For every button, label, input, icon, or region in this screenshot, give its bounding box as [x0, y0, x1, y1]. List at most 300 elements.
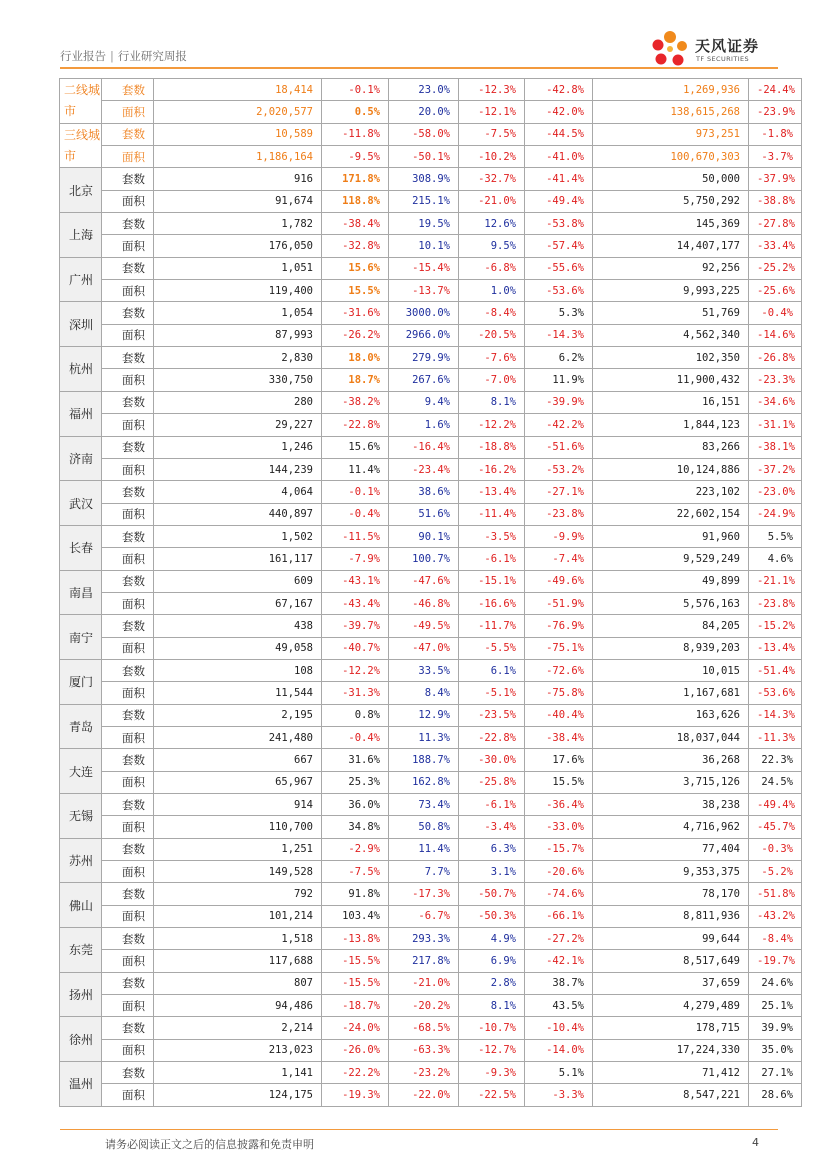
table-cell: 43.5%	[525, 995, 593, 1017]
table-cell: 8,517,649	[593, 950, 749, 972]
table-cell: -53.6%	[525, 280, 593, 302]
table-cell: -14.0%	[525, 1039, 593, 1061]
table-cell: 51.6%	[389, 503, 459, 525]
city-name: 长春	[60, 525, 102, 570]
table-cell: 117,688	[154, 950, 322, 972]
table-cell: 5,576,163	[593, 592, 749, 614]
table-cell: 18.0%	[322, 347, 389, 369]
table-cell: 11.3%	[389, 726, 459, 748]
table-cell: -15.2%	[749, 615, 802, 637]
table-cell: 14,407,177	[593, 235, 749, 257]
table-cell: -11.7%	[459, 615, 525, 637]
metric-label: 面积	[102, 995, 154, 1017]
table-cell: 8,939,203	[593, 637, 749, 659]
table-cell: -6.7%	[389, 905, 459, 927]
table-cell: 293.3%	[389, 928, 459, 950]
table-cell: 4,064	[154, 481, 322, 503]
table-cell: 18.7%	[322, 369, 389, 391]
table-cell: -30.0%	[459, 749, 525, 771]
page-number: 4	[752, 1136, 759, 1149]
table-cell: 17.6%	[525, 749, 593, 771]
table-cell: 2966.0%	[389, 324, 459, 346]
city-name: 温州	[60, 1062, 102, 1107]
table-cell: -6.8%	[459, 257, 525, 279]
table-cell: 163,626	[593, 704, 749, 726]
metric-label: 套数	[102, 123, 154, 145]
table-cell: 9.4%	[389, 391, 459, 413]
table-cell: -16.6%	[459, 592, 525, 614]
table-cell: 149,528	[154, 861, 322, 883]
table-cell: -15.4%	[389, 257, 459, 279]
table-cell: -76.9%	[525, 615, 593, 637]
table-cell: 1,502	[154, 525, 322, 547]
city-name: 东莞	[60, 928, 102, 973]
table-cell: -22.8%	[459, 726, 525, 748]
table-cell: -51.4%	[749, 659, 802, 681]
table-cell: 2,195	[154, 704, 322, 726]
table-cell: -3.7%	[749, 146, 802, 168]
table-cell: -25.2%	[749, 257, 802, 279]
table-cell: 71,412	[593, 1062, 749, 1084]
metric-label: 套数	[102, 213, 154, 235]
table-row	[60, 101, 802, 123]
table-cell: -18.7%	[322, 995, 389, 1017]
metric-label: 套数	[102, 347, 154, 369]
table-cell: -22.5%	[459, 1084, 525, 1106]
table-cell: 23.0%	[389, 79, 459, 101]
table-cell: 11.9%	[525, 369, 593, 391]
table-cell: -2.9%	[322, 838, 389, 860]
table-cell: 15.6%	[322, 436, 389, 458]
table-cell: 162.8%	[389, 771, 459, 793]
city-name: 无锡	[60, 794, 102, 839]
table-row	[60, 637, 802, 659]
table-cell: -20.6%	[525, 861, 593, 883]
table-cell: 11.4%	[389, 838, 459, 860]
table-cell: 6.2%	[525, 347, 593, 369]
table-cell: -23.2%	[389, 1062, 459, 1084]
table-cell: -13.7%	[389, 280, 459, 302]
table-row	[60, 213, 802, 235]
table-cell: 1,141	[154, 1062, 322, 1084]
table-cell: -23.3%	[749, 369, 802, 391]
table-cell: -15.7%	[525, 838, 593, 860]
logo-flower-icon	[648, 28, 694, 72]
table-cell: -49.4%	[525, 190, 593, 212]
metric-label: 面积	[102, 369, 154, 391]
table-cell: 5,750,292	[593, 190, 749, 212]
table-row	[60, 235, 802, 257]
table-cell: 124,175	[154, 1084, 322, 1106]
table-cell: 6.9%	[459, 950, 525, 972]
table-row	[60, 280, 802, 302]
table-cell: -22.2%	[322, 1062, 389, 1084]
city-name: 大连	[60, 749, 102, 794]
table-cell: 3.1%	[459, 861, 525, 883]
table-cell: 31.6%	[322, 749, 389, 771]
metric-label: 套数	[102, 659, 154, 681]
table-cell: -13.4%	[459, 481, 525, 503]
metric-label: 面积	[102, 771, 154, 793]
city-sales-table	[59, 78, 802, 1107]
city-name: 青岛	[60, 704, 102, 749]
table-row	[60, 682, 802, 704]
city-name: 深圳	[60, 302, 102, 347]
table-cell: -43.1%	[322, 570, 389, 592]
table-row	[60, 570, 802, 592]
table-cell: -33.0%	[525, 816, 593, 838]
table-cell: 6.1%	[459, 659, 525, 681]
table-cell: 91,674	[154, 190, 322, 212]
table-row	[60, 838, 802, 860]
city-name: 徐州	[60, 1017, 102, 1062]
table-row	[60, 883, 802, 905]
table-cell: -32.7%	[459, 168, 525, 190]
table-row	[60, 481, 802, 503]
table-cell: -8.4%	[459, 302, 525, 324]
metric-label: 套数	[102, 928, 154, 950]
metric-label: 套数	[102, 168, 154, 190]
city-name: 济南	[60, 436, 102, 481]
table-cell: 138,615,268	[593, 101, 749, 123]
table-cell: -40.4%	[525, 704, 593, 726]
table-cell: 2,214	[154, 1017, 322, 1039]
city-name: 上海	[60, 213, 102, 258]
table-cell: 33.5%	[389, 659, 459, 681]
table-cell: -43.4%	[322, 592, 389, 614]
metric-label: 面积	[102, 190, 154, 212]
report-header	[60, 48, 187, 64]
table-row	[60, 458, 802, 480]
table-cell: 18,414	[154, 79, 322, 101]
table-cell: 4.9%	[459, 928, 525, 950]
header-divider	[60, 67, 778, 69]
city-name: 南宁	[60, 615, 102, 660]
table-cell: -7.5%	[459, 123, 525, 145]
metric-label: 面积	[102, 1084, 154, 1106]
table-cell: 241,480	[154, 726, 322, 748]
table-cell: 9,993,225	[593, 280, 749, 302]
table-cell: 118.8%	[322, 190, 389, 212]
table-cell: 7.7%	[389, 861, 459, 883]
table-cell: -58.0%	[389, 123, 459, 145]
table-row	[60, 79, 802, 101]
table-cell: -13.4%	[749, 637, 802, 659]
table-cell: 25.3%	[322, 771, 389, 793]
table-cell: 2.8%	[459, 972, 525, 994]
table-cell: 6.3%	[459, 838, 525, 860]
metric-label: 面积	[102, 592, 154, 614]
table-cell: 0.5%	[322, 101, 389, 123]
table-cell: 176,050	[154, 235, 322, 257]
table-row	[60, 168, 802, 190]
table-cell: -12.7%	[459, 1039, 525, 1061]
table-cell: 16,151	[593, 391, 749, 413]
table-cell: -44.5%	[525, 123, 593, 145]
table-cell: 667	[154, 749, 322, 771]
table-cell: -1.8%	[749, 123, 802, 145]
table-cell: 1.6%	[389, 414, 459, 436]
table-cell: -23.5%	[459, 704, 525, 726]
table-cell: -36.4%	[525, 794, 593, 816]
table-cell: -46.8%	[389, 592, 459, 614]
table-cell: -12.2%	[322, 659, 389, 681]
table-cell: 22,602,154	[593, 503, 749, 525]
table-cell: 22.3%	[749, 749, 802, 771]
metric-label: 套数	[102, 838, 154, 860]
table-cell: 5.1%	[525, 1062, 593, 1084]
table-cell: 4,716,962	[593, 816, 749, 838]
table-row	[60, 659, 802, 681]
table-cell: 49,899	[593, 570, 749, 592]
table-cell: -43.2%	[749, 905, 802, 927]
metric-label: 套数	[102, 615, 154, 637]
table-cell: 10.1%	[389, 235, 459, 257]
table-cell: 1,167,681	[593, 682, 749, 704]
table-cell: -20.2%	[389, 995, 459, 1017]
table-cell: -74.6%	[525, 883, 593, 905]
table-cell: -27.8%	[749, 213, 802, 235]
metric-label: 面积	[102, 950, 154, 972]
table-cell: -42.2%	[525, 414, 593, 436]
table-cell: 91.8%	[322, 883, 389, 905]
table-row	[60, 905, 802, 927]
table-cell: -22.8%	[322, 414, 389, 436]
table-row	[60, 1062, 802, 1084]
table-cell: 100,670,303	[593, 146, 749, 168]
header-category: 行业报告	[60, 49, 106, 63]
table-row	[60, 548, 802, 570]
table-cell: -49.6%	[525, 570, 593, 592]
table-cell: -31.6%	[322, 302, 389, 324]
table-cell: 24.6%	[749, 972, 802, 994]
table-row	[60, 861, 802, 883]
city-name: 佛山	[60, 883, 102, 928]
table-cell: -50.3%	[459, 905, 525, 927]
table-cell: -31.3%	[322, 682, 389, 704]
metric-label: 套数	[102, 1062, 154, 1084]
table-cell: -0.4%	[322, 726, 389, 748]
table-cell: -68.5%	[389, 1017, 459, 1039]
table-cell: -0.4%	[322, 503, 389, 525]
table-cell: -11.3%	[749, 726, 802, 748]
table-cell: -19.7%	[749, 950, 802, 972]
table-cell: -42.1%	[525, 950, 593, 972]
metric-label: 套数	[102, 525, 154, 547]
table-cell: 84,205	[593, 615, 749, 637]
table-cell: -6.1%	[459, 794, 525, 816]
table-cell: 12.6%	[459, 213, 525, 235]
table-cell: 279.9%	[389, 347, 459, 369]
table-cell: 1,054	[154, 302, 322, 324]
table-row	[60, 1017, 802, 1039]
table-cell: -3.3%	[525, 1084, 593, 1106]
table-cell: -42.0%	[525, 101, 593, 123]
table-cell: -11.5%	[322, 525, 389, 547]
table-cell: 92,256	[593, 257, 749, 279]
table-cell: -0.4%	[749, 302, 802, 324]
metric-label: 面积	[102, 503, 154, 525]
table-cell: 9,353,375	[593, 861, 749, 883]
table-cell: -7.4%	[525, 548, 593, 570]
table-cell: 1,251	[154, 838, 322, 860]
table-cell: -75.1%	[525, 637, 593, 659]
table-cell: -38.4%	[525, 726, 593, 748]
table-cell: -50.7%	[459, 883, 525, 905]
table-cell: 20.0%	[389, 101, 459, 123]
city-name: 杭州	[60, 347, 102, 392]
table-row	[60, 704, 802, 726]
table-cell: -17.3%	[389, 883, 459, 905]
table-cell: 38,238	[593, 794, 749, 816]
table-cell: 5.3%	[525, 302, 593, 324]
table-cell: -23.0%	[749, 481, 802, 503]
table-cell: 161,117	[154, 548, 322, 570]
table-cell: -24.0%	[322, 1017, 389, 1039]
table-cell: -55.6%	[525, 257, 593, 279]
table-cell: -21.1%	[749, 570, 802, 592]
table-cell: 2,830	[154, 347, 322, 369]
table-cell: -26.2%	[322, 324, 389, 346]
table-cell: 267.6%	[389, 369, 459, 391]
table-cell: -40.7%	[322, 637, 389, 659]
city-name: 广州	[60, 257, 102, 302]
table-cell: -47.6%	[389, 570, 459, 592]
table-cell: -23.4%	[389, 458, 459, 480]
table-cell: -57.4%	[525, 235, 593, 257]
table-cell: -10.2%	[459, 146, 525, 168]
table-cell: 12.9%	[389, 704, 459, 726]
table-cell: -15.5%	[322, 972, 389, 994]
table-cell: 4,562,340	[593, 324, 749, 346]
table-cell: 8.1%	[459, 995, 525, 1017]
table-cell: -24.9%	[749, 503, 802, 525]
table-cell: -0.1%	[322, 481, 389, 503]
table-row	[60, 525, 802, 547]
metric-label: 面积	[102, 905, 154, 927]
table-cell: 807	[154, 972, 322, 994]
table-row	[60, 123, 802, 145]
header-separator: |	[110, 49, 114, 63]
table-cell: -9.5%	[322, 146, 389, 168]
metric-label: 面积	[102, 726, 154, 748]
table-cell: 34.8%	[322, 816, 389, 838]
table-cell: -41.4%	[525, 168, 593, 190]
table-cell: -18.8%	[459, 436, 525, 458]
table-cell: -11.4%	[459, 503, 525, 525]
table-cell: 144,239	[154, 458, 322, 480]
table-cell: 35.0%	[749, 1039, 802, 1061]
metric-label: 套数	[102, 481, 154, 503]
table-cell: -0.3%	[749, 838, 802, 860]
table-cell: 1,518	[154, 928, 322, 950]
table-cell: -37.2%	[749, 458, 802, 480]
table-cell: 103.4%	[322, 905, 389, 927]
table-cell: -16.2%	[459, 458, 525, 480]
table-cell: 1,844,123	[593, 414, 749, 436]
table-cell: 8,811,936	[593, 905, 749, 927]
table-cell: -34.6%	[749, 391, 802, 413]
city-name: 二线城市	[60, 79, 102, 124]
table-cell: 188.7%	[389, 749, 459, 771]
table-cell: 178,715	[593, 1017, 749, 1039]
table-cell: 0.8%	[322, 704, 389, 726]
table-cell: 2,020,577	[154, 101, 322, 123]
metric-label: 套数	[102, 794, 154, 816]
table-cell: 67,167	[154, 592, 322, 614]
table-cell: 438	[154, 615, 322, 637]
table-cell: -32.8%	[322, 235, 389, 257]
table-cell: -27.1%	[525, 481, 593, 503]
table-cell: -23.8%	[525, 503, 593, 525]
table-row	[60, 414, 802, 436]
table-cell: -20.5%	[459, 324, 525, 346]
table-cell: -11.8%	[322, 123, 389, 145]
metric-label: 面积	[102, 682, 154, 704]
table-cell: 9.5%	[459, 235, 525, 257]
table-cell: 38.6%	[389, 481, 459, 503]
table-cell: -49.5%	[389, 615, 459, 637]
table-cell: 213,023	[154, 1039, 322, 1061]
table-cell: -26.8%	[749, 347, 802, 369]
table-cell: 609	[154, 570, 322, 592]
table-cell: 91,960	[593, 525, 749, 547]
table-cell: 215.1%	[389, 190, 459, 212]
table-cell: -12.1%	[459, 101, 525, 123]
table-cell: -19.3%	[322, 1084, 389, 1106]
table-cell: -13.8%	[322, 928, 389, 950]
table-cell: -15.1%	[459, 570, 525, 592]
table-cell: -47.0%	[389, 637, 459, 659]
table-row	[60, 794, 802, 816]
table-cell: 73.4%	[389, 794, 459, 816]
metric-label: 套数	[102, 436, 154, 458]
table-cell: -51.9%	[525, 592, 593, 614]
table-cell: 38.7%	[525, 972, 593, 994]
table-cell: 217.8%	[389, 950, 459, 972]
table-cell: 99,644	[593, 928, 749, 950]
table-cell: -75.8%	[525, 682, 593, 704]
metric-label: 套数	[102, 257, 154, 279]
table-cell: -5.2%	[749, 861, 802, 883]
city-name: 南昌	[60, 570, 102, 615]
table-cell: -21.0%	[459, 190, 525, 212]
table-cell: 108	[154, 659, 322, 681]
metric-label: 套数	[102, 302, 154, 324]
table-row	[60, 592, 802, 614]
table-cell: 11.4%	[322, 458, 389, 480]
table-cell: 65,967	[154, 771, 322, 793]
table-cell: 3000.0%	[389, 302, 459, 324]
table-row	[60, 436, 802, 458]
metric-label: 面积	[102, 324, 154, 346]
table-row	[60, 146, 802, 168]
table-cell: -23.8%	[749, 592, 802, 614]
footer-disclaimer: 请务必阅读正文之后的信息披露和免责申明	[105, 1138, 314, 1151]
table-cell: -51.8%	[749, 883, 802, 905]
table-row	[60, 771, 802, 793]
footer-divider	[60, 1129, 778, 1130]
metric-label: 套数	[102, 704, 154, 726]
table-cell: 78,170	[593, 883, 749, 905]
table-cell: 110,700	[154, 816, 322, 838]
table-cell: -14.3%	[749, 704, 802, 726]
table-row	[60, 391, 802, 413]
table-row	[60, 302, 802, 324]
table-row	[60, 1084, 802, 1106]
table-row	[60, 1039, 802, 1061]
table-cell: 5.5%	[749, 525, 802, 547]
